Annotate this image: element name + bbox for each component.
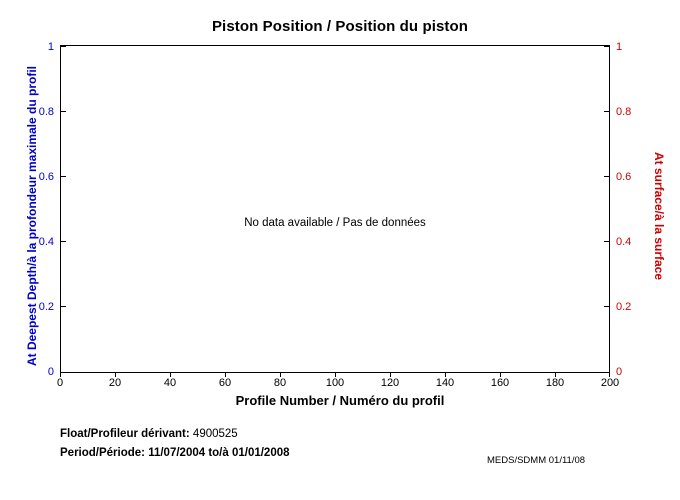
y-tick-left <box>61 372 66 373</box>
float-value: 4900525 <box>192 428 238 440</box>
y-tick-label-right: 0.2 <box>616 301 632 313</box>
float-label: Float/Profileur dérivant: <box>60 428 190 440</box>
y-tick-right <box>604 372 609 373</box>
float-line <box>60 428 620 440</box>
x-tick-label: 100 <box>325 377 345 389</box>
period-value: 11/07/2004 to/à 01/01/2008 <box>148 447 290 459</box>
y-tick-left <box>61 111 66 112</box>
y-tick-label-right: 0 <box>616 366 623 378</box>
x-tick-label: 40 <box>163 377 177 389</box>
y-tick-label-left: 0.2 <box>38 301 54 313</box>
x-tick-label: 160 <box>490 377 510 389</box>
x-axis-label: Profile Number / Numéro du profil <box>235 393 445 408</box>
y-tick-right <box>604 306 609 307</box>
x-tick-label: 60 <box>218 377 232 389</box>
y-tick-label-right: 1 <box>616 41 623 53</box>
plot-area <box>60 45 610 373</box>
y-tick-label-left: 1 <box>47 41 54 53</box>
y-tick-right <box>604 176 609 177</box>
y-tick-label-right: 0.4 <box>616 236 632 248</box>
y-tick-left <box>61 46 66 47</box>
y-tick-label-right: 0.6 <box>616 171 632 183</box>
x-tick-label: 80 <box>273 377 287 389</box>
y-tick-left <box>61 176 66 177</box>
credit-text: MEDS/SDMM 01/11/08 <box>487 455 586 466</box>
y-tick-label-left: 0 <box>47 366 54 378</box>
page-title: Piston Position / Position du piston <box>211 18 469 35</box>
y-tick-label-left: 0.6 <box>38 171 54 183</box>
y-tick-left <box>61 241 66 242</box>
x-tick-label: 140 <box>435 377 455 389</box>
y-tick-label-left: 0.4 <box>38 236 54 248</box>
period-label: Period/Période: <box>60 447 145 459</box>
y-tick-right <box>604 111 609 112</box>
y-tick-label-left: 0.8 <box>38 106 54 118</box>
x-tick-label: 180 <box>545 377 565 389</box>
x-tick-label: 120 <box>380 377 400 389</box>
y-tick-left <box>61 306 66 307</box>
x-tick-label: 200 <box>600 377 620 389</box>
y-tick-right <box>604 46 609 47</box>
y-tick-label-right: 0.8 <box>616 106 632 118</box>
y-tick-right <box>604 241 609 242</box>
x-tick-label: 20 <box>108 377 122 389</box>
x-tick-label: 0 <box>56 377 64 389</box>
no-data-annotation: No data available / Pas de données <box>244 217 426 229</box>
y-axis-label-right: At surface/à la surface <box>652 151 666 281</box>
y-axis-label-left: At Deepest Depth/à la profondeur maximale du profil <box>25 65 39 367</box>
